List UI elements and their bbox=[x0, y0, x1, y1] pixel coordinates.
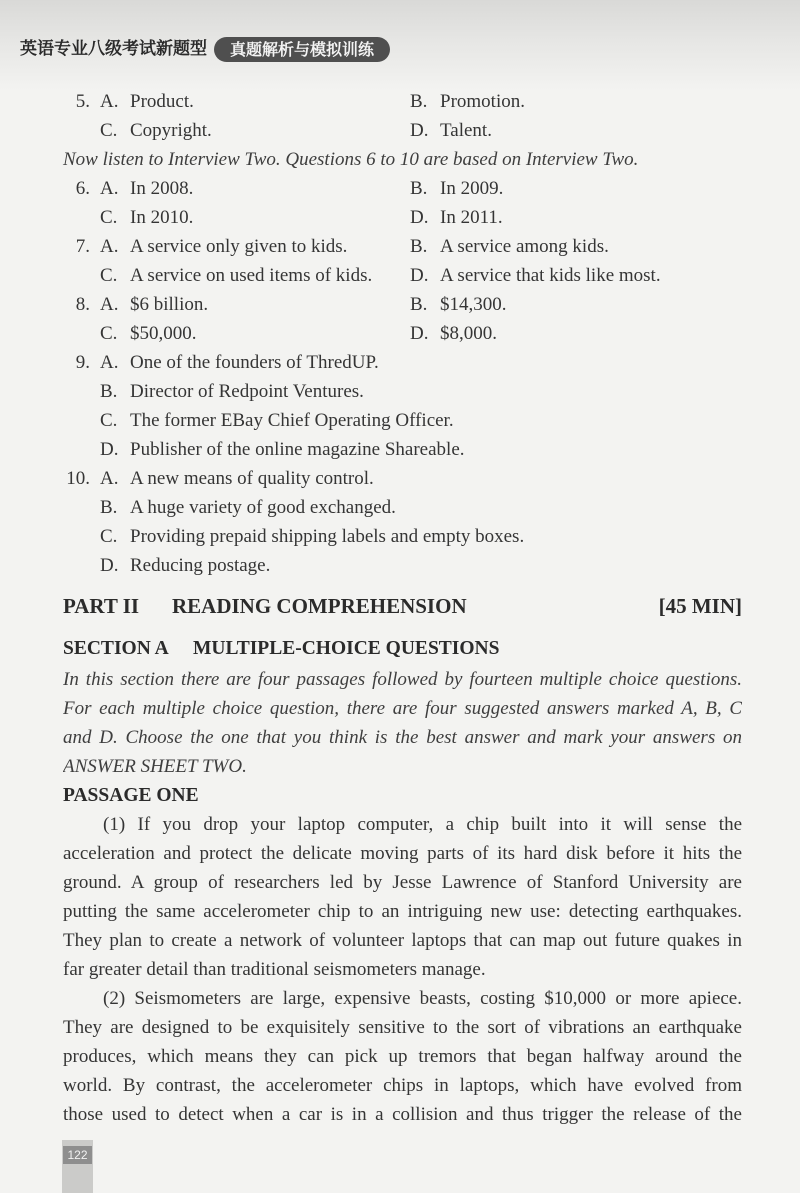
option-a bbox=[100, 348, 379, 377]
option-text: Promotion. bbox=[440, 90, 525, 112]
option-c bbox=[100, 319, 197, 348]
question-number: 6. bbox=[75, 177, 90, 199]
reading-body bbox=[63, 665, 742, 1129]
option-text: The former EBay Chief Operating Officer. bbox=[130, 409, 454, 431]
paragraph-line: (2) Seismometers are large, expensive beasts, costing $10,000 or more apiece. bbox=[103, 988, 742, 1009]
option-text: Product. bbox=[130, 90, 194, 112]
option-letter: A. bbox=[100, 177, 119, 199]
option-b bbox=[410, 232, 609, 261]
question-number: 9. bbox=[75, 351, 90, 373]
option-d bbox=[100, 435, 465, 464]
option-letter: A. bbox=[100, 351, 119, 373]
option-c bbox=[100, 406, 454, 435]
question-number: 8. bbox=[75, 293, 90, 315]
option-letter: B. bbox=[100, 380, 118, 402]
question-number: 7. bbox=[75, 235, 90, 257]
question-row bbox=[63, 551, 742, 580]
question-row bbox=[63, 493, 742, 522]
option-text: Copyright. bbox=[130, 119, 212, 141]
option-text: In 2010. bbox=[130, 206, 194, 228]
paragraph-line: putting the same accelerometer chip to an intriguing new use: detecting earthquakes. bbox=[63, 901, 742, 922]
part-time-limit: [45 MIN] bbox=[658, 594, 742, 618]
option-letter: A. bbox=[100, 90, 119, 112]
option-text: In 2011. bbox=[440, 206, 503, 228]
question-row bbox=[63, 203, 742, 232]
option-c bbox=[100, 522, 524, 551]
option-letter: B. bbox=[410, 235, 428, 257]
option-text: One of the founders of ThredUP. bbox=[130, 351, 379, 373]
paragraph-line: They are designed to be exquisitely sensitive to the sort of vibrations an earthquake bbox=[63, 1017, 742, 1038]
interview-two-intro: Now listen to Interview Two. Questions 6 to 10 are based on Interview Two. bbox=[63, 148, 639, 170]
paragraph-line: ground. A group of researchers led by Jesse Lawrence of Stanford University are bbox=[63, 872, 742, 893]
series-title: 英语专业八级考试新题型 bbox=[20, 39, 207, 59]
option-letter: D. bbox=[410, 264, 429, 286]
question-row bbox=[63, 116, 742, 145]
question-row bbox=[63, 87, 742, 116]
paragraph-line: far greater detail than traditional seismometers manage. bbox=[63, 959, 486, 980]
question-row bbox=[63, 232, 742, 261]
book-title-badge: 真题解析与模拟训练 bbox=[214, 37, 390, 62]
option-letter: C. bbox=[100, 322, 118, 344]
option-letter: C. bbox=[100, 525, 118, 547]
instruction-line: For each multiple choice question, there are four suggested answers marked A, B, C bbox=[63, 698, 742, 719]
question-row bbox=[63, 377, 742, 406]
option-letter: C. bbox=[100, 264, 118, 286]
question-row bbox=[63, 464, 742, 493]
option-letter: A. bbox=[100, 293, 119, 315]
option-a bbox=[100, 290, 208, 319]
option-text: $8,000. bbox=[440, 322, 497, 344]
option-text: Reducing postage. bbox=[130, 554, 271, 576]
option-d bbox=[410, 203, 503, 232]
question-row bbox=[63, 174, 742, 203]
option-text: A service that kids like most. bbox=[440, 264, 661, 286]
option-a bbox=[100, 174, 193, 203]
option-text: $50,000. bbox=[130, 322, 197, 344]
option-d bbox=[410, 261, 661, 290]
question-row bbox=[63, 435, 742, 464]
section-heading bbox=[63, 635, 742, 663]
section-name: MULTIPLE-CHOICE QUESTIONS bbox=[193, 638, 500, 659]
option-letter: D. bbox=[100, 438, 119, 460]
question-row bbox=[63, 348, 742, 377]
option-letter: B. bbox=[100, 496, 118, 518]
instruction-row bbox=[63, 145, 742, 174]
option-letter: B. bbox=[410, 90, 428, 112]
option-c bbox=[100, 116, 212, 145]
option-a bbox=[100, 87, 194, 116]
paragraph-line: acceleration and protect the delicate moving parts of its hard disk before it hits the bbox=[63, 843, 742, 864]
question-row bbox=[63, 319, 742, 348]
question-row bbox=[63, 406, 742, 435]
option-text: In 2009. bbox=[440, 177, 504, 199]
option-text: A huge variety of good exchanged. bbox=[130, 496, 396, 518]
paragraph-line: produces, which means they can pick up tremors that began halfway around the bbox=[63, 1046, 742, 1067]
option-a bbox=[100, 464, 374, 493]
passage-title: PASSAGE ONE bbox=[63, 785, 199, 806]
question-number: 10. bbox=[66, 467, 90, 489]
option-text: Talent. bbox=[440, 119, 492, 141]
listening-questions bbox=[63, 87, 742, 580]
option-text: A new means of quality control. bbox=[130, 467, 374, 489]
paragraph-line: those used to detect when a car is in a collision and thus trigger the release of the bbox=[63, 1104, 742, 1125]
option-letter: B. bbox=[410, 293, 428, 315]
option-b bbox=[100, 377, 364, 406]
question-row bbox=[63, 522, 742, 551]
paragraph-line: (1) If you drop your laptop computer, a chip built into it will sense the bbox=[103, 814, 742, 835]
question-row bbox=[63, 290, 742, 319]
option-text: Publisher of the online magazine Shareable. bbox=[130, 438, 465, 460]
option-c bbox=[100, 203, 193, 232]
page-number: 122 bbox=[63, 1146, 92, 1164]
option-letter: D. bbox=[410, 206, 429, 228]
part-name: READING COMPREHENSION bbox=[172, 594, 467, 618]
option-text: In 2008. bbox=[130, 177, 194, 199]
option-text: A service only given to kids. bbox=[130, 235, 348, 257]
instruction-line: ANSWER SHEET TWO. bbox=[63, 756, 247, 777]
option-text: $14,300. bbox=[440, 293, 507, 315]
option-letter: B. bbox=[410, 177, 428, 199]
part-heading bbox=[63, 592, 742, 620]
question-number: 5. bbox=[75, 90, 90, 112]
option-letter: A. bbox=[100, 467, 119, 489]
option-letter: C. bbox=[100, 206, 118, 228]
option-letter: D. bbox=[100, 554, 119, 576]
instruction-line: In this section there are four passages followed by fourteen multiple choice questions. bbox=[63, 669, 742, 690]
option-letter: C. bbox=[100, 409, 118, 431]
option-text: $6 billion. bbox=[130, 293, 209, 315]
option-text: A service among kids. bbox=[440, 235, 609, 257]
question-row bbox=[63, 261, 742, 290]
option-a bbox=[100, 232, 347, 261]
option-letter: C. bbox=[100, 119, 118, 141]
paragraph-line: They plan to create a network of volunteer laptops that can map out future quakes in bbox=[63, 930, 742, 951]
option-c bbox=[100, 261, 372, 290]
option-letter: A. bbox=[100, 235, 119, 257]
option-b bbox=[410, 87, 525, 116]
option-b bbox=[410, 290, 507, 319]
part-label: PART II bbox=[63, 594, 140, 618]
option-letter: D. bbox=[410, 322, 429, 344]
paragraph-line: world. By contrast, the accelerometer chips in laptops, which have evolved from bbox=[63, 1075, 742, 1096]
option-letter: D. bbox=[410, 119, 429, 141]
option-d bbox=[410, 319, 497, 348]
instruction-line: and D. Choose the one that you think is the best answer and mark your answers on bbox=[63, 727, 742, 748]
option-text: Providing prepaid shipping labels and empty boxes. bbox=[130, 525, 525, 547]
option-d bbox=[100, 551, 270, 580]
option-b bbox=[410, 174, 503, 203]
section-label: SECTION A bbox=[63, 638, 169, 659]
option-text: Director of Redpoint Ventures. bbox=[130, 380, 364, 402]
option-text: A service on used items of kids. bbox=[130, 264, 373, 286]
option-d bbox=[410, 116, 492, 145]
option-b bbox=[100, 493, 396, 522]
